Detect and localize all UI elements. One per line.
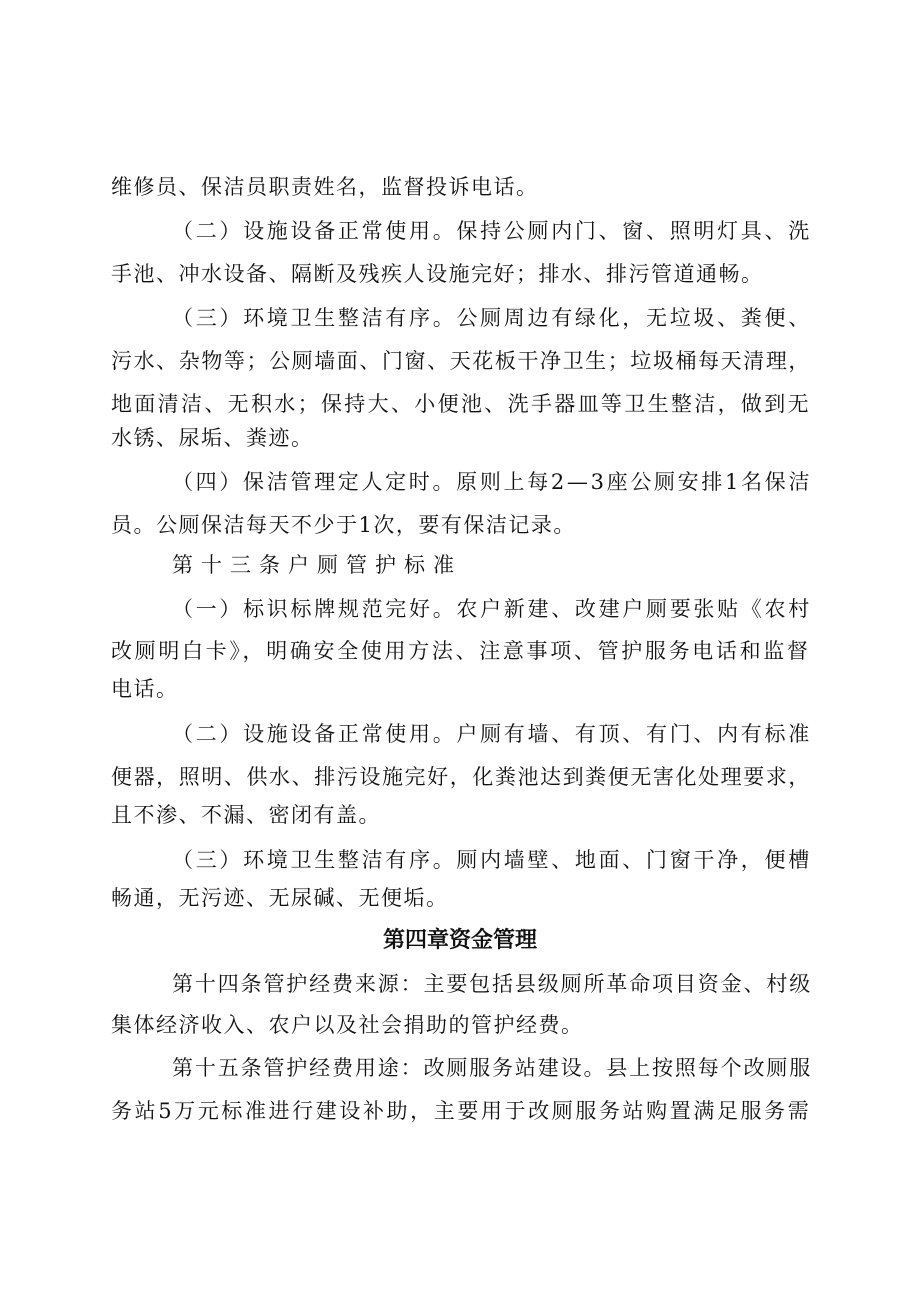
text-line: （三）环境卫生整洁有序。公厕周边有绿化，无垃圾、粪便、 bbox=[172, 306, 812, 330]
text-line: 集体经济收入、农户以及社会捐助的管护经费。 bbox=[111, 1013, 584, 1037]
text-line: 污水、杂物等；公厕墙面、门窗、天花板干净卫生；垃圾桶每天清理， bbox=[111, 349, 811, 373]
text-line: 水锈、尿垢、粪迹。 bbox=[111, 426, 314, 450]
text-line: （一）标识标牌规范完好。农户新建、改建户厕要张贴《农村 bbox=[172, 597, 812, 621]
text-line: 电话。 bbox=[111, 677, 179, 701]
text-line: （二）设施设备正常使用。保持公厕内门、窗、照明灯具、洗 bbox=[172, 219, 812, 243]
text-line: 且不渗、不漏、密闭有盖。 bbox=[111, 803, 381, 827]
text-line: 第十四条管护经费来源：主要包括县级厕所革命项目资金、村级 bbox=[172, 972, 813, 996]
text-line: 畅通，无污迹、无尿碱、无便垢。 bbox=[111, 886, 449, 910]
text-line: 便器，照明、供水、排污设施完好，化粪池达到粪便无害化处理要求， bbox=[111, 765, 811, 789]
text-line: 维修员、保洁员职责姓名，监督投诉电话。 bbox=[111, 175, 539, 199]
text-line: 务站5万元标准进行建设补助，主要用于改厕服务站购置满足服务需 bbox=[111, 1099, 812, 1123]
text-line: 手池、冲水设备、隔断及残疾人设施完好；排水、排污管道通畅。 bbox=[111, 262, 764, 286]
text-line: 改厕明白卡》，明确安全使用方法、注意事项、管护服务电话和监督 bbox=[111, 639, 811, 663]
text-line: （四）保洁管理定人定时。原则上每2—3座公厕安排1名保洁 bbox=[172, 470, 813, 494]
text-line: 员。公厕保洁每天不少于1次，要有保洁记录。 bbox=[111, 513, 576, 537]
text-line: 地面清洁、无积水；保持大、小便池、洗手器皿等卫生整洁，做到无 bbox=[111, 392, 811, 416]
section-heading: 第十三条户厕管护标准 bbox=[172, 553, 462, 577]
text-line: 第十五条管护经费用途：改厕服务站建设。县上按照每个改厕服 bbox=[172, 1056, 813, 1080]
text-line: （三）环境卫生整洁有序。厕内墙壁、地面、门窗干净，便槽 bbox=[172, 848, 812, 872]
text-line: （二）设施设备正常使用。户厕有墙、有顶、有门、内有标准 bbox=[172, 722, 812, 746]
chapter-heading: 第四章资金管理 bbox=[382, 928, 537, 953]
